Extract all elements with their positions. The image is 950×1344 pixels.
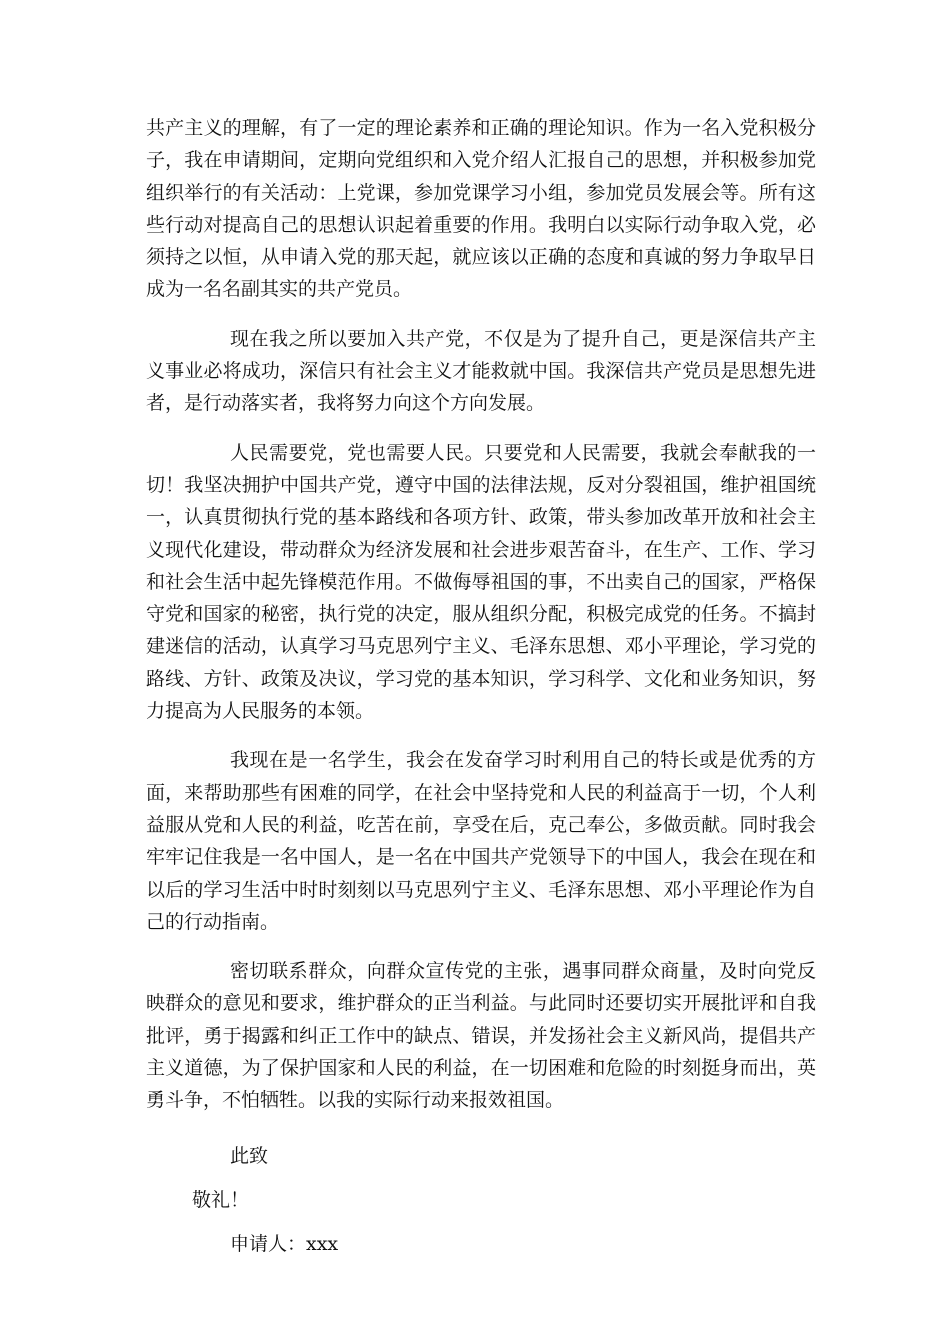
applicant-signature: 申请人：xxx (230, 1232, 339, 1255)
paragraph-masses: 密切联系群众，向群众宣传党的主张，遇事同群众商量，及时向党反映群众的意见和要求，维护群众的正当利益。与此同时还要切实开展批评和自我批评，勇于揭露和纠正工作中的缺点、错误，并发扬社会主义新风尚，提倡共产主义道德，为了保护国家和人民的利益，在一切困难和危险的时刻挺身而出，英勇斗争，不怕牺牲。以我的实际行动来报效祖国。 (146, 960, 816, 1112)
paragraph-reason: 现在我之所以要加入共产党，不仅是为了提升自己，更是深信共产主义事业必将成功，深信只有社会主义才能救就中国。我深信共产党员是思想先进者，是行动落实者，我将努力向这个方向发展。 (146, 327, 816, 415)
closing-salute: 敬礼！ (192, 1188, 250, 1211)
paragraph-commitment: 人民需要党，党也需要人民。只要党和人民需要，我就会奉献我的一切！我坚决拥护中国共产党，遵守中国的法律法规，反对分裂祖国，维护祖国统一，认真贯彻执行党的基本路线和各项方针、政策，带头参加改革开放和社会主义现代化建设，带动群众为经济发展和社会进步艰苦奋斗，在生产、工作、学习和社会生活中起先锋模范作用。不做侮辱祖国的事，不出卖自己的国家，严格保守党和国家的秘密，执行党的决定，服从组织分配，积极完成党的任务。不搞封建迷信的活动，认真学习马克思列宁主义、毛泽东思想、邓小平理论，学习党的路线、方针、政策及决议，学习党的基本知识，学习科学、文化和业务知识，努力提高为人民服务的本领。 (146, 441, 816, 723)
letter-body (146, 112, 816, 1266)
paragraph-student: 我现在是一名学生，我会在发奋学习时利用自己的特长或是优秀的方面，来帮助那些有困难的同学，在社会中坚持党和人民的利益高于一切，个人利益服从党和人民的利益，吃苦在前，享受在后，克己奉公，多做贡献。同时我会牢牢记住我是一名中国人，是一名在中国共产党领导下的中国人，我会在现在和以后的学习生活中时时刻刻以马克思列宁主义、毛泽东思想、邓小平理论作为自己的行动指南。 (146, 749, 816, 933)
paragraph-continuation: 共产主义的理解，有了一定的理论素养和正确的理论知识。作为一名入党积极分子，我在申请期间，定期向党组织和入党介绍人汇报自己的思想，并积极参加党组织举行的有关活动：上党课，参加党课学习小组，参加党员发展会等。所有这些行动对提高自己的思想认识起着重要的作用。我明白以实际行动争取入党，必须持之以恒，从申请入党的那天起，就应该以正确的态度和真诚的努力争取早日成为一名名副其实的共产党员。 (146, 117, 816, 301)
closing-greeting: 此致 (230, 1144, 269, 1167)
